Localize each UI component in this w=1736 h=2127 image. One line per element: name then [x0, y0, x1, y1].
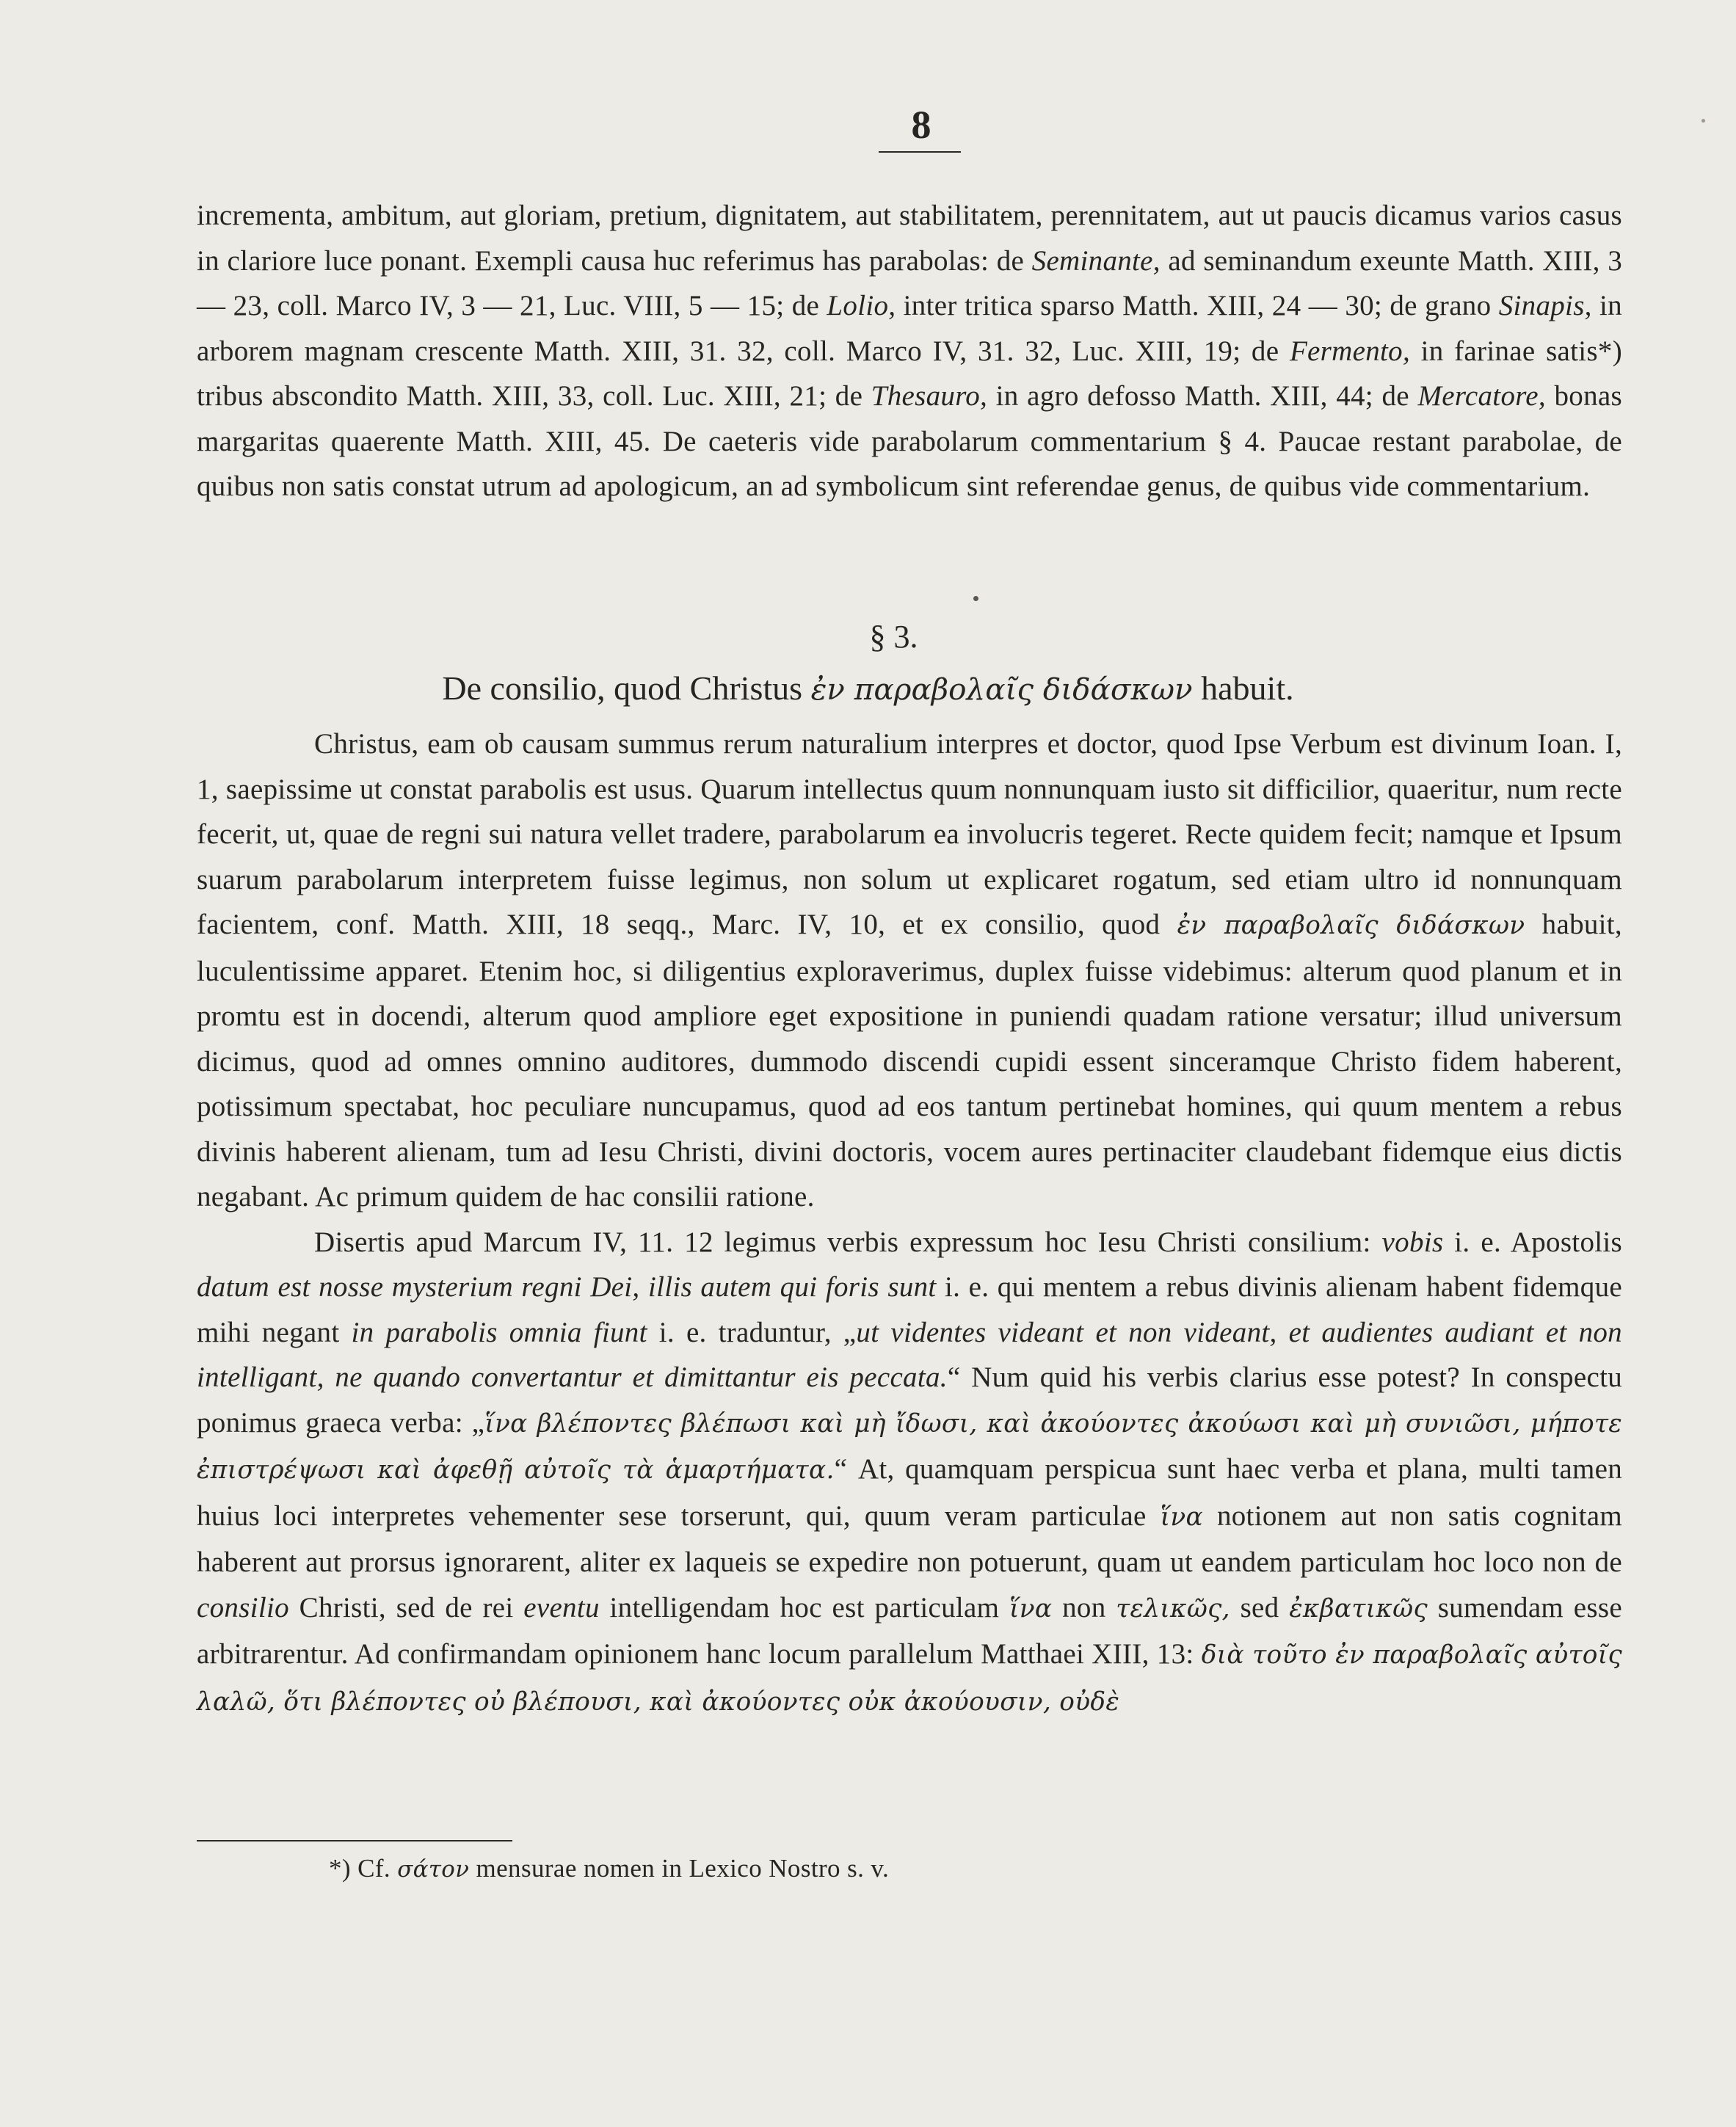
footnote-rule — [197, 1840, 512, 1841]
paragraph-3: Disertis apud Marcum IV, 11. 12 legimus verbis expressum hoc Iesu Christi consilium: vobis i. e. Apostolis datum est nosse mysterium regni Dei, illis autem qui foris sunt i. e. qui mentem a rebus divinis alienam habent fidemque mihi negant in parabolis omnia fiunt i. e. traduntur, „ut videntes videant et non videant, et audientes audiant et non intelligant, ne quando convertantur et dimittantur eis peccata.“ Num quid his verbis clarius esse potest? In conspectu ponimus graeca verba: „ἵνα βλέποντες βλέπωσι καὶ μὴ ἴδωσι, καὶ ἀκούοντες ἀκούωσι καὶ μὴ συνιῶσι, μήποτε ἐπιστρέψωσι καὶ ἀφεθῇ αὐτοῖς τὰ ἁμαρτήματα.“ At, quamquam perspicua sunt haec verba et plana, multi tamen huius loci interpretes vehementer sese torserunt, qui, quum veram particulae ἵνα notionem aut non satis cognitam haberent aut prorsus ignorarent, aliter ex laqueis se expedire non potuerunt, quam ut eandem particulam hoc loco non de consilio Christi, sed de rei eventu intelligendam hoc est particulam ἵνα non τελικῶς, sed ἐκβατικῶς sumendam esse arbitrarentur. Ad confirmandam opinionem hanc locum parallelum Matthaei XIII, 13: διὰ τοῦτο ἐν παραβολαῖς αὐτοῖς λαλῶ, ὅτι βλέποντες οὐ βλέπουσι, καὶ ἀκούοντες οὐκ ἀκούουσιν, οὐδὲ — [197, 1226, 1623, 1717]
paragraph-1-text: incrementa, ambitum, aut gloriam, pretium, dignitatem, aut stabilitatem, perennitatem, aut ut paucis dicamus varios casus in clariore luce ponant. Exempli causa huc referimus has parabolas: de Seminante, ad seminandum exeunte Matth. XIII, 3 — 23, coll. Marco IV, 3 — 21, Luc. VIII, 5 — 15; de Lolio, inter tritica sparso Matth. XIII, 24 — 30; de grano Sinapis, in arborem magnam crescente Matth. XIII, 31. 32, coll. Marco IV, 31. 32, Luc. XIII, 19; de Fermento, in farinae satis*) tribus abscondito Matth. XIII, 33, coll. Luc. XIII, 21; de Thesauro, in agro defosso Matth. XIII, 44; de Mercatore, bonas margaritas quaerente Matth. XIII, 45. De caeteris vide parabolarum commentarium § 4. Paucae restant parabolae, de quibus non satis constat utrum ad apologicum, an ad symbolicum sint referendae genus, de quibus vide commentarium. — [197, 200, 1622, 502]
ink-dot — [973, 596, 978, 601]
section-number: § 3. — [869, 619, 918, 655]
page-number: 8 — [911, 103, 931, 147]
paper-speck — [1702, 119, 1705, 123]
footnote: *) Cf. σάτον mensurae nomen in Lexico Nostro s. v. — [329, 1854, 890, 1883]
body-text — [197, 721, 1622, 1725]
paragraph-2: Christus, eam ob causam summus rerum naturalium interpres et doctor, quod Ipse Verbum est divinum Ioan. I, 1, saepissime ut constat parabolis est usus. Quarum intellectus quum nonnunquam iusto sit difficilior, quaeritur, num recte fecerit, ut, quae de regni sui natura vellet tradere, parabolarum ea involucris tegeret. Recte quidem fecit; namque et Ipsum suarum parabolarum interpretem fuisse legimus, non solum ut explicaret rogatum, sed etiam ultro id nonnunquam facientem, conf. Matth. XIII, 18 seqq., Marc. IV, 10, et ex consilio, quod ἐν παραβολαῖς διδάσκων habuit, luculentissime apparet. Etenim hoc, si diligentius exploraverimus, duplex fuisse videbimus: alterum quod planum et in promtu est in docendi, alterum quod ampliore eget expositione in puniendi quadam ratione versatur; illud universum dicimus, quod ad omnes omnino auditores, dummodo discendi cupidi essent sinceramque Christo fidem haberent, potissimum spectabat, hoc peculiare nuncupamus, quod ad eos tantum pertinebat homines, qui quum mentem a rebus divinis haberent alienam, tum ad Iesu Christi, divini doctoris, vocem aures pertinaciter claudebant fidemque eius dictis negabant. Ac primum quidem de hac consilii ratione. — [197, 728, 1622, 1212]
paragraph-1 — [197, 193, 1622, 509]
section-title: De consilio, quod Christus ἐν παραβολαῖς διδάσκων habuit. — [442, 669, 1294, 707]
page-number-rule — [879, 151, 961, 153]
